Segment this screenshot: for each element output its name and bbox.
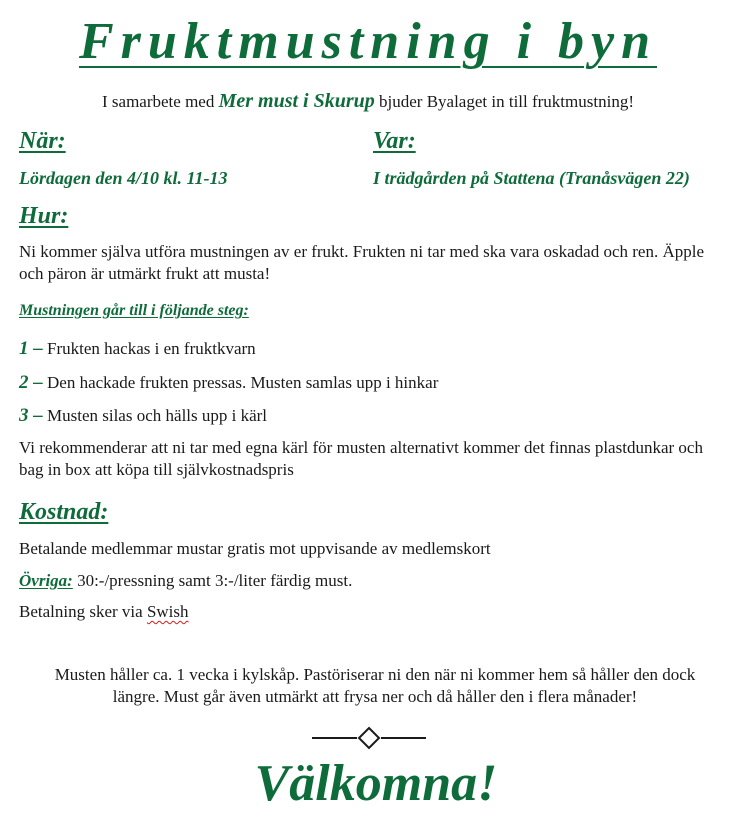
how-text: Ni kommer själva utföra mustningen av er frukt. Frukten ni tar med ska vara oskadad och ren. Äpple och päron är utmärkt frukt att musta!	[19, 242, 704, 283]
where-value: I trädgården på Stattena (Tranåsvägen 22)	[373, 168, 690, 188]
when-value: Lördagen den 4/10 kl. 11-13	[19, 168, 228, 188]
others-text: 30:-/pressning samt 3:-/liter färdig must.	[77, 571, 353, 590]
intro-after: bjuder Byalaget in till fruktmustning!	[379, 92, 634, 111]
partner-name: Mer must i Skurup	[218, 90, 375, 112]
intro-before: I samarbete med	[102, 92, 215, 111]
step-text: Musten silas och hälls upp i kärl	[47, 406, 268, 425]
step-text: Den hackade frukten pressas. Musten samlas upp i hinkar	[47, 373, 439, 392]
step-number: 3 –	[19, 405, 43, 426]
step-text: Frukten hackas i en fruktkvarn	[47, 339, 256, 358]
when-heading: När:	[19, 128, 66, 154]
payment-text: Betalning sker via	[19, 602, 143, 621]
diamond-divider-icon	[312, 726, 426, 750]
others-label: Övriga:	[19, 571, 73, 590]
containers-text: Vi rekommenderar att ni tar med egna kärl för musten alternativt kommer det finnas plastdunkar och bag in box att köpa till självkostnadspris	[19, 438, 703, 479]
page-title: Fruktmustning i byn	[78, 13, 658, 70]
step-number: 2 –	[19, 372, 43, 393]
where-heading: Var:	[373, 128, 416, 154]
step-item	[19, 405, 267, 427]
storage-note: Musten håller ca. 1 vecka i kylskåp. Pastöriserar ni den när ni kommer hem så håller den dock längre. Must går även utmärkt att frysa ner och då håller den i flera månader!	[54, 665, 696, 706]
intro-line	[0, 90, 736, 113]
payment-line	[19, 601, 719, 623]
step-item	[19, 338, 256, 360]
how-heading: Hur:	[19, 203, 69, 229]
step-item	[19, 372, 438, 394]
welcome-text: Välkomna!	[254, 755, 498, 812]
others-line	[19, 570, 719, 592]
cost-heading: Kostnad:	[19, 499, 109, 525]
step-number: 1 –	[19, 338, 43, 359]
members-text: Betalande medlemmar mustar gratis mot uppvisande av medlemskort	[19, 539, 491, 558]
payment-method: Swish	[146, 602, 189, 621]
steps-heading: Mustningen går till i följande steg:	[19, 302, 249, 319]
